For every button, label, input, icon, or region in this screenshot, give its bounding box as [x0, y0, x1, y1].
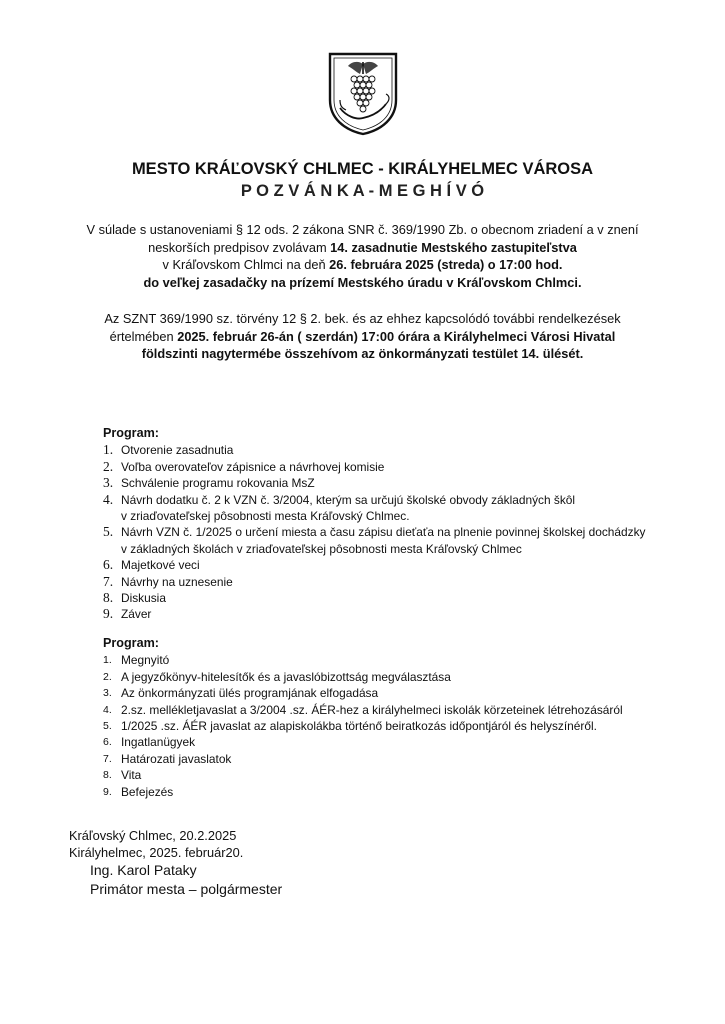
- item-text: [121, 590, 166, 606]
- invitation-title: P O Z V Á N K A - M E G H Í V Ó: [240, 182, 485, 200]
- program-item: [103, 475, 703, 491]
- item-number: 1.: [103, 654, 112, 667]
- item-text: [121, 784, 173, 800]
- item-line: Záver: [121, 607, 152, 622]
- program-item: [103, 524, 703, 557]
- item-number: 2.: [103, 670, 112, 683]
- item-line: Schválenie programu rokovania MsZ: [121, 476, 315, 491]
- item-number: 2.: [103, 458, 114, 474]
- item-text: [121, 557, 200, 573]
- intro-line: [40, 345, 685, 363]
- program-sk: [103, 425, 703, 623]
- item-number: 3.: [103, 687, 112, 700]
- program-list-hu: [103, 652, 703, 800]
- program-item: [103, 718, 703, 734]
- intro-text: v Kráľovskom Chlmci na deň: [162, 257, 330, 272]
- intro-line: Az SZNT 369/1990 sz. törvény 12 § 2. bek. és az ehhez kapcsolódó további rendelkezések: [104, 311, 621, 326]
- intro-line: [40, 274, 685, 292]
- program-item: [103, 652, 703, 668]
- item-text: [121, 492, 575, 525]
- hungarian-intro: [40, 310, 685, 363]
- item-number: 6.: [103, 557, 114, 573]
- item-text: [121, 685, 378, 701]
- program-item: [103, 751, 703, 767]
- item-number: 5.: [103, 720, 112, 733]
- intro-line: [40, 239, 685, 257]
- item-number: 4.: [103, 491, 114, 507]
- item-number: 5.: [103, 524, 114, 540]
- item-text: [121, 475, 315, 491]
- item-line: Návrh dodatku č. 2 k VZN č. 3/2004, kterým sa určujú školské obvody základných škôl: [121, 492, 576, 507]
- item-line: v zriaďovateľskej pôsobnosti mesta Kráľovský Chlmec.: [121, 509, 410, 524]
- city-title: MESTO KRÁĽOVSKÝ CHLMEC - KIRÁLYHELMEC VÁROSA: [131, 160, 594, 178]
- program-item: [103, 590, 703, 606]
- item-number: 7.: [103, 573, 114, 589]
- item-line: A jegyzőkönyv-hitelesítők és a javaslóbizottság megválasztása: [121, 669, 451, 684]
- meeting-date-hu: 2025. február 26-án ( szerdán) 17:00 órára a Királyhelmeci Városi Hivatal: [177, 328, 616, 344]
- item-line: 2.sz. mellékletjavaslat a 3/2004 .sz. ÁÉR-hez a királyhelmeci iskolák körzeteinek létrehozásáról: [121, 702, 623, 717]
- item-line: Ingatlanügyek: [121, 735, 196, 750]
- item-text: [121, 767, 141, 783]
- item-text: [121, 702, 623, 718]
- item-line: Návrhy na uznesenie: [121, 574, 233, 589]
- item-line: Vita: [121, 768, 142, 783]
- program-item: [103, 459, 703, 475]
- item-line: Návrh VZN č. 1/2025 o určení miesta a času zápisu dieťaťa na plnenie povinnej školskej dochádzky: [121, 525, 646, 540]
- program-item: [103, 685, 703, 701]
- item-line: Befejezés: [121, 784, 174, 799]
- item-text: [121, 459, 384, 475]
- item-text: [121, 442, 233, 458]
- item-line: Voľba overovateľov zápisnice a návrhovej komisie: [121, 459, 385, 474]
- program-item: [103, 734, 703, 750]
- item-line: 1/2025 .sz. ÁÉR javaslat az alapiskolákba történő beiratkozás időpontjáról és helyszínéről.: [121, 719, 597, 734]
- program-list-sk: [103, 442, 703, 622]
- meeting-location: do veľkej zasadačky na prízemí Mestského úradu v Kráľovskom Chlmci.: [143, 274, 582, 290]
- meeting-date: 26. februára 2025 (streda) o 17:00 hod.: [329, 257, 563, 272]
- intro-line: V súlade s ustanoveniami § 12 ods. 2 zákona SNR č. 369/1990 Zb. o obecnom zriadení a v znení: [86, 222, 639, 237]
- item-line: Majetkové veci: [121, 558, 200, 573]
- item-number: 8.: [103, 590, 114, 606]
- coat-of-arms-icon: [326, 50, 400, 136]
- program-item: [103, 702, 703, 718]
- item-line: v základných školách v zriaďovateľskej pôsobnosti mesta Kráľovský Chlmec: [121, 541, 522, 556]
- signatory-role: Primátor mesta – polgármester: [90, 881, 283, 897]
- program-item: [103, 606, 703, 622]
- item-text: [121, 751, 231, 767]
- program-item: [103, 557, 703, 573]
- item-text: [121, 718, 597, 734]
- intro-text: neskorších predpisov zvolávam: [148, 239, 331, 255]
- signature-date-sk: Kráľovský Chlmec, 20.2.2025: [69, 828, 237, 843]
- item-line: Az önkormányzati ülés programjának elfogadása: [121, 686, 379, 701]
- item-text: [121, 606, 151, 622]
- item-line: Otvorenie zasadnutia: [121, 443, 234, 458]
- item-line: Diskusia: [121, 591, 166, 606]
- item-text: [121, 524, 645, 557]
- item-number: 4.: [103, 703, 112, 716]
- program-hu: [103, 635, 703, 800]
- item-text: [121, 574, 233, 590]
- item-line: Megnyitó: [121, 653, 170, 668]
- item-number: 8.: [103, 769, 112, 782]
- item-number: 6.: [103, 736, 112, 749]
- signature-date-hu: Királyhelmec, 2025. február20.: [69, 845, 244, 860]
- item-number: 9.: [103, 606, 114, 622]
- intro-line: [40, 256, 685, 274]
- signatory-name: Ing. Karol Pataky: [90, 862, 197, 878]
- program-title: Program:: [103, 426, 159, 440]
- program-item: [103, 442, 703, 458]
- item-number: 3.: [103, 475, 114, 491]
- meeting-location-hu: földszinti nagytermébe összehívom az önkormányzati testület 14. ülését.: [141, 346, 584, 361]
- item-number: 7.: [103, 752, 112, 765]
- slovak-intro: [40, 221, 685, 291]
- program-item: [103, 784, 703, 800]
- item-text: [121, 669, 451, 685]
- item-text: [121, 652, 169, 668]
- intro-line: [40, 328, 685, 346]
- program-item: [103, 574, 703, 590]
- item-line: Határozati javaslatok: [121, 751, 232, 766]
- item-number: 1.: [103, 442, 114, 458]
- item-number: 9.: [103, 785, 112, 798]
- intro-bold: 14. zasadnutie Mestského zastupiteľstva: [330, 239, 577, 255]
- program-item: [103, 767, 703, 783]
- program-item: [103, 492, 703, 525]
- program-item: [103, 669, 703, 685]
- intro-text: értelmében: [109, 328, 178, 344]
- program-title: Program:: [103, 636, 159, 650]
- item-text: [121, 734, 195, 750]
